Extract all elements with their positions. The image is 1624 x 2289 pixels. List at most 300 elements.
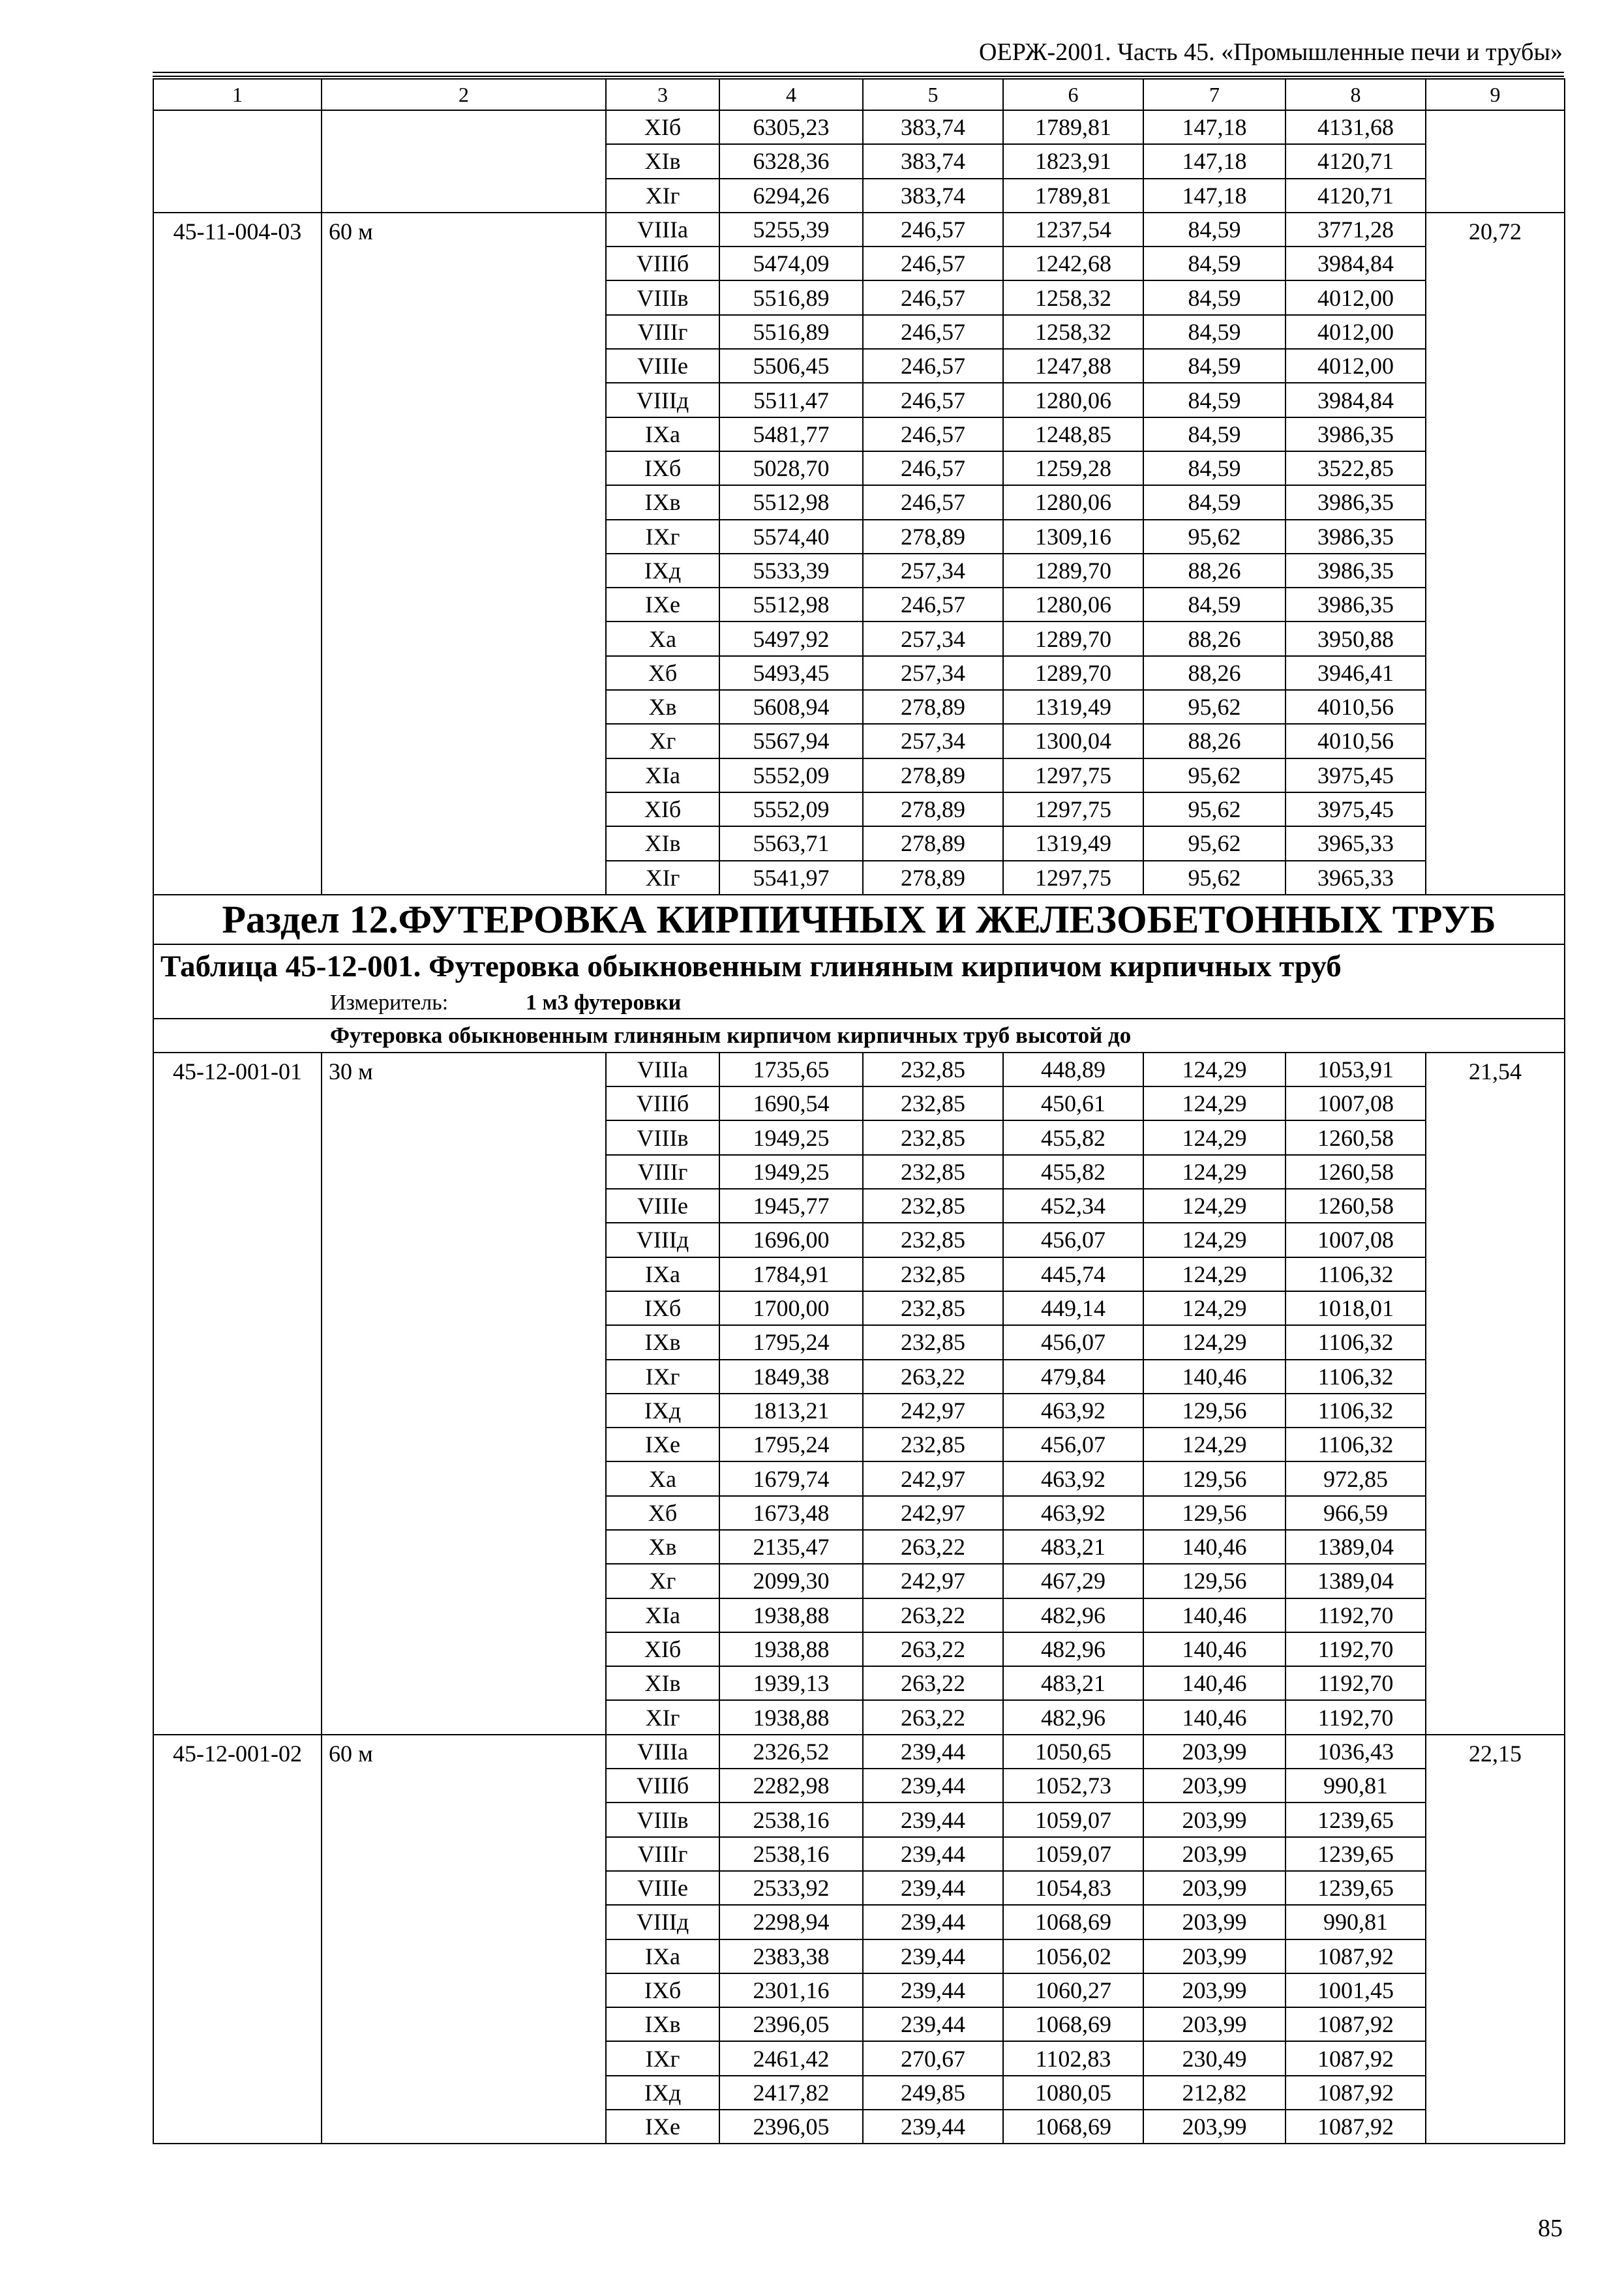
value-col-5: 246,57 bbox=[863, 451, 1003, 485]
value-col-4: 5563,71 bbox=[719, 826, 863, 860]
value-col-5: 246,57 bbox=[863, 383, 1003, 417]
value-col-8: 3950,88 bbox=[1286, 621, 1426, 655]
value-col-8: 3986,35 bbox=[1286, 485, 1426, 519]
value-col-6: 1319,49 bbox=[1003, 690, 1143, 724]
value-col-4: 2538,16 bbox=[719, 1803, 863, 1836]
value-col-4: 1938,88 bbox=[719, 1598, 863, 1632]
value-col-4: 1939,13 bbox=[719, 1666, 863, 1700]
value-col-5: 263,22 bbox=[863, 1360, 1003, 1394]
section-row bbox=[153, 895, 1565, 944]
zone-code: XIв bbox=[606, 144, 719, 178]
value-col-4: 2099,30 bbox=[719, 1564, 863, 1598]
value-col-6: 1297,75 bbox=[1003, 861, 1143, 895]
zone-code: IXе bbox=[606, 588, 719, 621]
value-col-6: 1068,69 bbox=[1003, 2007, 1143, 2041]
value-col-5: 383,74 bbox=[863, 179, 1003, 213]
value-col-7: 129,56 bbox=[1143, 1496, 1286, 1530]
table-row bbox=[153, 1735, 1565, 1769]
value-col-4: 5512,98 bbox=[719, 485, 863, 519]
column-number: 6 bbox=[1003, 79, 1143, 110]
value-col-5: 246,57 bbox=[863, 315, 1003, 349]
value-col-7: 124,29 bbox=[1143, 1053, 1286, 1086]
value-col-6: 1052,73 bbox=[1003, 1769, 1143, 1803]
zone-code: VIIIб bbox=[606, 1086, 719, 1120]
value-col-4: 5574,40 bbox=[719, 520, 863, 554]
value-col-7: 88,26 bbox=[1143, 724, 1286, 758]
value-col-6: 1237,54 bbox=[1003, 213, 1143, 247]
value-col-7: 140,46 bbox=[1143, 1530, 1286, 1564]
value-col-7: 124,29 bbox=[1143, 1155, 1286, 1189]
value-col-5: 383,74 bbox=[863, 144, 1003, 178]
value-col-4: 6328,36 bbox=[719, 144, 863, 178]
value-col-8: 1007,08 bbox=[1286, 1223, 1426, 1257]
value-col-4: 5567,94 bbox=[719, 724, 863, 758]
value-col-4: 5552,09 bbox=[719, 792, 863, 826]
value-col-6: 1300,04 bbox=[1003, 724, 1143, 758]
zone-code: XIа bbox=[606, 1598, 719, 1632]
value-col-5: 278,89 bbox=[863, 520, 1003, 554]
zone-code: VIIIа bbox=[606, 1053, 719, 1086]
value-col-4: 1949,25 bbox=[719, 1155, 863, 1189]
value-col-4: 5512,98 bbox=[719, 588, 863, 621]
value-col-8: 1007,08 bbox=[1286, 1086, 1426, 1120]
zone-code: XIг bbox=[606, 861, 719, 895]
value-col-7: 203,99 bbox=[1143, 1905, 1286, 1939]
value-col-4: 5516,89 bbox=[719, 315, 863, 349]
rate-code: 45-12-001-02 bbox=[153, 1735, 322, 2144]
value-col-4: 5552,09 bbox=[719, 758, 863, 792]
page-header: ОЕРЖ-2001. Часть 45. «Промышленные печи и трубы» bbox=[979, 38, 1563, 66]
value-col-4: 2396,05 bbox=[719, 2110, 863, 2144]
zone-code: VIIIб bbox=[606, 1769, 719, 1803]
value-col-6: 1247,88 bbox=[1003, 349, 1143, 383]
zone-code: VIIIд bbox=[606, 383, 719, 417]
value-col-6: 1080,05 bbox=[1003, 2076, 1143, 2110]
value-col-7: 95,62 bbox=[1143, 520, 1286, 554]
value-col-8: 1389,04 bbox=[1286, 1564, 1426, 1598]
value-col-4: 1795,24 bbox=[719, 1428, 863, 1461]
value-col-8: 3965,33 bbox=[1286, 861, 1426, 895]
value-col-6: 1056,02 bbox=[1003, 1939, 1143, 1973]
column-number: 2 bbox=[322, 79, 606, 110]
value-col-8: 1106,32 bbox=[1286, 1360, 1426, 1394]
zone-code: VIIIе bbox=[606, 349, 719, 383]
value-col-6: 1060,27 bbox=[1003, 1973, 1143, 2007]
value-col-5: 278,89 bbox=[863, 792, 1003, 826]
price-table-body bbox=[153, 79, 1565, 2144]
value-col-4: 5481,77 bbox=[719, 417, 863, 451]
value-col-5: 246,57 bbox=[863, 417, 1003, 451]
value-col-8: 1087,92 bbox=[1286, 2110, 1426, 2144]
rate-code: 45-12-001-01 bbox=[153, 1053, 322, 1735]
value-col-8: 3975,45 bbox=[1286, 792, 1426, 826]
table-row bbox=[153, 1053, 1565, 1086]
zone-code: VIIIб bbox=[606, 247, 719, 280]
value-col-5: 242,97 bbox=[863, 1496, 1003, 1530]
value-col-5: 239,44 bbox=[863, 1939, 1003, 1973]
value-col-7: 84,59 bbox=[1143, 247, 1286, 280]
value-col-5: 232,85 bbox=[863, 1325, 1003, 1359]
value-col-7: 147,18 bbox=[1143, 179, 1286, 213]
value-col-8: 1087,92 bbox=[1286, 1939, 1426, 1973]
value-col-6: 463,92 bbox=[1003, 1394, 1143, 1428]
zone-code: Xб bbox=[606, 1496, 719, 1530]
value-col-5: 257,34 bbox=[863, 621, 1003, 655]
zone-code: IXб bbox=[606, 1291, 719, 1325]
value-col-5: 239,44 bbox=[863, 1973, 1003, 2007]
zone-code: IXг bbox=[606, 520, 719, 554]
value-col-5: 232,85 bbox=[863, 1223, 1003, 1257]
value-col-8: 1106,32 bbox=[1286, 1257, 1426, 1291]
value-col-6: 1102,83 bbox=[1003, 2041, 1143, 2075]
value-col-4: 2538,16 bbox=[719, 1837, 863, 1871]
value-col-7: 88,26 bbox=[1143, 554, 1286, 588]
value-col-6: 1289,70 bbox=[1003, 621, 1143, 655]
table-subtitle: Футеровка обыкновенным глиняным кирпичом кирпичных труб высотой до bbox=[153, 1019, 1565, 1053]
value-col-7: 140,46 bbox=[1143, 1666, 1286, 1700]
value-col-6: 1289,70 bbox=[1003, 554, 1143, 588]
value-col-6: 455,82 bbox=[1003, 1120, 1143, 1154]
value-col-7: 124,29 bbox=[1143, 1428, 1286, 1461]
value-col-6: 1054,83 bbox=[1003, 1871, 1143, 1905]
value-col-8: 4012,00 bbox=[1286, 280, 1426, 314]
value-col-6: 1258,32 bbox=[1003, 315, 1143, 349]
zone-code: VIIIд bbox=[606, 1223, 719, 1257]
value-col-6: 1059,07 bbox=[1003, 1837, 1143, 1871]
value-col-7: 140,46 bbox=[1143, 1360, 1286, 1394]
value-col-6: 445,74 bbox=[1003, 1257, 1143, 1291]
value-col-8: 1053,91 bbox=[1286, 1053, 1426, 1086]
zone-code: VIIIе bbox=[606, 1871, 719, 1905]
value-col-5: 257,34 bbox=[863, 724, 1003, 758]
value-col-4: 2135,47 bbox=[719, 1530, 863, 1564]
value-col-8: 1260,58 bbox=[1286, 1120, 1426, 1154]
labor-cost bbox=[1426, 110, 1565, 213]
value-col-7: 203,99 bbox=[1143, 1769, 1286, 1803]
value-col-5: 232,85 bbox=[863, 1053, 1003, 1086]
value-col-6: 1319,49 bbox=[1003, 826, 1143, 860]
value-col-8: 4012,00 bbox=[1286, 315, 1426, 349]
value-col-7: 84,59 bbox=[1143, 417, 1286, 451]
value-col-8: 990,81 bbox=[1286, 1769, 1426, 1803]
labor-cost: 20,72 bbox=[1426, 213, 1565, 895]
zone-code: VIIIв bbox=[606, 280, 719, 314]
value-col-8: 4012,00 bbox=[1286, 349, 1426, 383]
value-col-4: 5516,89 bbox=[719, 280, 863, 314]
value-col-8: 3984,84 bbox=[1286, 247, 1426, 280]
value-col-7: 147,18 bbox=[1143, 110, 1286, 144]
value-col-5: 246,57 bbox=[863, 280, 1003, 314]
value-col-7: 84,59 bbox=[1143, 280, 1286, 314]
value-col-5: 249,85 bbox=[863, 2076, 1003, 2110]
value-col-6: 1050,65 bbox=[1003, 1735, 1143, 1769]
value-col-6: 482,96 bbox=[1003, 1598, 1143, 1632]
value-col-7: 203,99 bbox=[1143, 1803, 1286, 1836]
zone-code: Xг bbox=[606, 724, 719, 758]
column-number: 1 bbox=[153, 79, 322, 110]
value-col-4: 2326,52 bbox=[719, 1735, 863, 1769]
column-number-row bbox=[153, 79, 1565, 110]
value-col-4: 2461,42 bbox=[719, 2041, 863, 2075]
value-col-7: 95,62 bbox=[1143, 690, 1286, 724]
value-col-4: 5497,92 bbox=[719, 621, 863, 655]
zone-code: XIб bbox=[606, 1632, 719, 1666]
column-number: 7 bbox=[1143, 79, 1286, 110]
value-col-8: 1239,65 bbox=[1286, 1871, 1426, 1905]
value-col-5: 242,97 bbox=[863, 1394, 1003, 1428]
value-col-7: 95,62 bbox=[1143, 758, 1286, 792]
value-col-5: 246,57 bbox=[863, 485, 1003, 519]
value-col-4: 5541,97 bbox=[719, 861, 863, 895]
meter-row bbox=[153, 988, 1565, 1019]
height-value: 60 м bbox=[322, 1735, 606, 2144]
value-col-5: 278,89 bbox=[863, 690, 1003, 724]
value-col-8: 1192,70 bbox=[1286, 1598, 1426, 1632]
zone-code: Xг bbox=[606, 1564, 719, 1598]
value-col-4: 2298,94 bbox=[719, 1905, 863, 1939]
height-value: 60 м bbox=[322, 213, 606, 895]
zone-code: VIIIе bbox=[606, 1189, 719, 1223]
zone-code: VIIIд bbox=[606, 1905, 719, 1939]
zone-code: IXб bbox=[606, 451, 719, 485]
value-col-6: 1258,32 bbox=[1003, 280, 1143, 314]
value-col-7: 84,59 bbox=[1143, 485, 1286, 519]
zone-code: XIб bbox=[606, 110, 719, 144]
value-col-6: 1297,75 bbox=[1003, 792, 1143, 826]
value-col-7: 129,56 bbox=[1143, 1394, 1286, 1428]
value-col-8: 4131,68 bbox=[1286, 110, 1426, 144]
value-col-7: 203,99 bbox=[1143, 1939, 1286, 1973]
value-col-7: 88,26 bbox=[1143, 656, 1286, 690]
value-col-4: 1679,74 bbox=[719, 1461, 863, 1495]
meter-cell bbox=[153, 988, 1565, 1019]
value-col-7: 95,62 bbox=[1143, 861, 1286, 895]
zone-code: IXа bbox=[606, 1939, 719, 1973]
value-col-4: 5533,39 bbox=[719, 554, 863, 588]
value-col-7: 203,99 bbox=[1143, 2110, 1286, 2144]
value-col-6: 1789,81 bbox=[1003, 179, 1143, 213]
value-col-4: 5506,45 bbox=[719, 349, 863, 383]
zone-code: XIв bbox=[606, 826, 719, 860]
page-number: 85 bbox=[1538, 2215, 1563, 2242]
value-col-8: 1192,70 bbox=[1286, 1700, 1426, 1734]
zone-code: VIIIа bbox=[606, 213, 719, 247]
value-col-4: 2301,16 bbox=[719, 1973, 863, 2007]
value-col-5: 232,85 bbox=[863, 1155, 1003, 1189]
column-number: 5 bbox=[863, 79, 1003, 110]
value-col-6: 1309,16 bbox=[1003, 520, 1143, 554]
value-col-5: 242,97 bbox=[863, 1461, 1003, 1495]
zone-code: VIIIг bbox=[606, 1155, 719, 1189]
column-number: 8 bbox=[1286, 79, 1426, 110]
value-col-6: 463,92 bbox=[1003, 1496, 1143, 1530]
value-col-5: 232,85 bbox=[863, 1428, 1003, 1461]
value-col-4: 5493,45 bbox=[719, 656, 863, 690]
value-col-4: 1938,88 bbox=[719, 1632, 863, 1666]
value-col-8: 4120,71 bbox=[1286, 179, 1426, 213]
value-col-6: 1259,28 bbox=[1003, 451, 1143, 485]
column-number: 3 bbox=[606, 79, 719, 110]
value-col-4: 2417,82 bbox=[719, 2076, 863, 2110]
column-number: 9 bbox=[1426, 79, 1565, 110]
subtitle-row bbox=[153, 1019, 1565, 1053]
value-col-4: 1849,38 bbox=[719, 1360, 863, 1394]
value-col-4: 1945,77 bbox=[719, 1189, 863, 1223]
zone-code: IXб bbox=[606, 1973, 719, 2007]
value-col-8: 990,81 bbox=[1286, 1905, 1426, 1939]
value-col-5: 257,34 bbox=[863, 656, 1003, 690]
value-col-6: 463,92 bbox=[1003, 1461, 1143, 1495]
value-col-8: 1087,92 bbox=[1286, 2076, 1426, 2110]
value-col-4: 1949,25 bbox=[719, 1120, 863, 1154]
zone-code: XIг bbox=[606, 1700, 719, 1734]
table-row bbox=[153, 110, 1565, 144]
value-col-5: 278,89 bbox=[863, 758, 1003, 792]
value-col-4: 5608,94 bbox=[719, 690, 863, 724]
zone-code: IXд bbox=[606, 2076, 719, 2110]
value-col-6: 482,96 bbox=[1003, 1700, 1143, 1734]
zone-code: IXв bbox=[606, 1325, 719, 1359]
value-col-8: 1018,01 bbox=[1286, 1291, 1426, 1325]
value-col-6: 1297,75 bbox=[1003, 758, 1143, 792]
header-rule-double bbox=[153, 76, 1564, 77]
value-col-8: 4120,71 bbox=[1286, 144, 1426, 178]
value-col-8: 3986,35 bbox=[1286, 554, 1426, 588]
value-col-8: 1239,65 bbox=[1286, 1803, 1426, 1836]
value-col-7: 203,99 bbox=[1143, 2007, 1286, 2041]
zone-code: VIIIг bbox=[606, 1837, 719, 1871]
value-col-6: 1242,68 bbox=[1003, 247, 1143, 280]
meter-label: Измеритель: bbox=[330, 990, 449, 1015]
value-col-5: 232,85 bbox=[863, 1086, 1003, 1120]
value-col-5: 257,34 bbox=[863, 554, 1003, 588]
zone-code: IXг bbox=[606, 1360, 719, 1394]
value-col-5: 263,22 bbox=[863, 1598, 1003, 1632]
value-col-8: 1239,65 bbox=[1286, 1837, 1426, 1871]
value-col-6: 1823,91 bbox=[1003, 144, 1143, 178]
value-col-7: 84,59 bbox=[1143, 451, 1286, 485]
column-number: 4 bbox=[719, 79, 863, 110]
zone-code: IXд bbox=[606, 1394, 719, 1428]
value-col-8: 1106,32 bbox=[1286, 1394, 1426, 1428]
value-col-6: 450,61 bbox=[1003, 1086, 1143, 1120]
value-col-5: 232,85 bbox=[863, 1257, 1003, 1291]
value-col-8: 3986,35 bbox=[1286, 588, 1426, 621]
zone-code: VIIIа bbox=[606, 1735, 719, 1769]
value-col-4: 1938,88 bbox=[719, 1700, 863, 1734]
value-col-6: 483,21 bbox=[1003, 1530, 1143, 1564]
value-col-7: 84,59 bbox=[1143, 213, 1286, 247]
value-col-6: 1248,85 bbox=[1003, 417, 1143, 451]
value-col-8: 1260,58 bbox=[1286, 1155, 1426, 1189]
value-col-7: 95,62 bbox=[1143, 792, 1286, 826]
value-col-8: 1106,32 bbox=[1286, 1428, 1426, 1461]
value-col-7: 203,99 bbox=[1143, 1973, 1286, 2007]
value-col-6: 1280,06 bbox=[1003, 588, 1143, 621]
zone-code: XIг bbox=[606, 179, 719, 213]
value-col-6: 1059,07 bbox=[1003, 1803, 1143, 1836]
zone-code: Xа bbox=[606, 621, 719, 655]
value-col-7: 140,46 bbox=[1143, 1598, 1286, 1632]
value-col-4: 6305,23 bbox=[719, 110, 863, 144]
value-col-7: 203,99 bbox=[1143, 1837, 1286, 1871]
value-col-5: 246,57 bbox=[863, 588, 1003, 621]
zone-code: IXе bbox=[606, 2110, 719, 2144]
value-col-4: 1784,91 bbox=[719, 1257, 863, 1291]
value-col-8: 1192,70 bbox=[1286, 1632, 1426, 1666]
value-col-5: 278,89 bbox=[863, 861, 1003, 895]
value-col-5: 239,44 bbox=[863, 1871, 1003, 1905]
value-col-6: 456,07 bbox=[1003, 1428, 1143, 1461]
value-col-6: 1289,70 bbox=[1003, 656, 1143, 690]
value-col-4: 6294,26 bbox=[719, 179, 863, 213]
zone-code: IXа bbox=[606, 417, 719, 451]
value-col-6: 456,07 bbox=[1003, 1325, 1143, 1359]
value-col-5: 263,22 bbox=[863, 1666, 1003, 1700]
value-col-6: 483,21 bbox=[1003, 1666, 1143, 1700]
zone-code: XIа bbox=[606, 758, 719, 792]
value-col-7: 84,59 bbox=[1143, 588, 1286, 621]
value-col-8: 4010,56 bbox=[1286, 690, 1426, 724]
value-col-8: 3771,28 bbox=[1286, 213, 1426, 247]
value-col-6: 1068,69 bbox=[1003, 2110, 1143, 2144]
value-col-6: 448,89 bbox=[1003, 1053, 1143, 1086]
value-col-5: 232,85 bbox=[863, 1120, 1003, 1154]
value-col-7: 84,59 bbox=[1143, 383, 1286, 417]
value-col-4: 5028,70 bbox=[719, 451, 863, 485]
value-col-5: 383,74 bbox=[863, 110, 1003, 144]
value-col-8: 3986,35 bbox=[1286, 520, 1426, 554]
value-col-4: 1795,24 bbox=[719, 1325, 863, 1359]
zone-code: XIв bbox=[606, 1666, 719, 1700]
value-col-5: 242,97 bbox=[863, 1564, 1003, 1598]
value-col-7: 124,29 bbox=[1143, 1189, 1286, 1223]
value-col-5: 239,44 bbox=[863, 1837, 1003, 1871]
table-title: Таблица 45-12-001. Футеровка обыкновенным глиняным кирпичом кирпичных труб bbox=[153, 944, 1565, 988]
value-col-7: 230,49 bbox=[1143, 2041, 1286, 2075]
value-col-8: 1260,58 bbox=[1286, 1189, 1426, 1223]
value-col-5: 263,22 bbox=[863, 1632, 1003, 1666]
zone-code: IXв bbox=[606, 485, 719, 519]
value-col-5: 246,57 bbox=[863, 213, 1003, 247]
value-col-7: 124,29 bbox=[1143, 1120, 1286, 1154]
zone-code: VIIIв bbox=[606, 1803, 719, 1836]
value-col-7: 84,59 bbox=[1143, 315, 1286, 349]
value-col-5: 270,67 bbox=[863, 2041, 1003, 2075]
zone-code: Xв bbox=[606, 1530, 719, 1564]
value-col-8: 972,85 bbox=[1286, 1461, 1426, 1495]
value-col-6: 482,96 bbox=[1003, 1632, 1143, 1666]
value-col-8: 3975,45 bbox=[1286, 758, 1426, 792]
value-col-4: 5474,09 bbox=[719, 247, 863, 280]
value-col-7: 147,18 bbox=[1143, 144, 1286, 178]
rate-code bbox=[153, 110, 322, 213]
value-col-7: 124,29 bbox=[1143, 1257, 1286, 1291]
value-col-8: 1087,92 bbox=[1286, 2007, 1426, 2041]
value-col-4: 2383,38 bbox=[719, 1939, 863, 1973]
value-col-5: 246,57 bbox=[863, 247, 1003, 280]
value-col-8: 1001,45 bbox=[1286, 1973, 1426, 2007]
value-col-7: 88,26 bbox=[1143, 621, 1286, 655]
table-row bbox=[153, 213, 1565, 247]
zone-code: Xб bbox=[606, 656, 719, 690]
zone-code: VIIIг bbox=[606, 315, 719, 349]
value-col-8: 1389,04 bbox=[1286, 1530, 1426, 1564]
zone-code: IXе bbox=[606, 1428, 719, 1461]
value-col-8: 1036,43 bbox=[1286, 1735, 1426, 1769]
value-col-5: 278,89 bbox=[863, 826, 1003, 860]
section-title: Раздел 12.ФУТЕРОВКА КИРПИЧНЫХ И ЖЕЛЕЗОБЕТОННЫХ ТРУБ bbox=[153, 895, 1565, 944]
